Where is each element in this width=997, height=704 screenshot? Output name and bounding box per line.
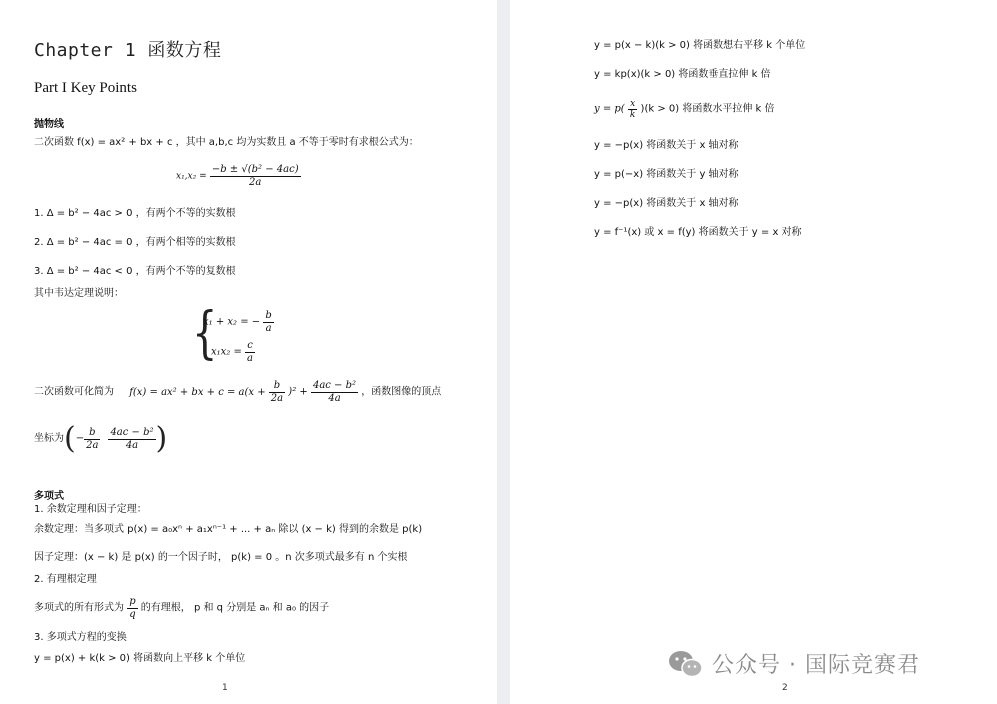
page-number-1: 1	[222, 683, 228, 693]
transform-shift-right: y = p(x − k)(k > 0) 将函数想右平移 k 个单位	[594, 40, 806, 51]
vieta-sum-lhs: x₁ + x₂ = −	[203, 316, 261, 328]
vertex-coord-lparen: (	[64, 421, 76, 456]
vertex-coord-f1-num: b	[84, 427, 100, 440]
horiz-stretch-num: x	[628, 99, 637, 110]
vertex-f1-den: 2a	[270, 393, 284, 404]
vertex-line-2	[34, 421, 168, 456]
chapter-title: Chapter 1 函数方程	[34, 40, 222, 61]
vertex-coord-minus: −	[75, 433, 85, 444]
quadratic-intro: 二次函数 f(x) = ax² + bx + c ，其中 a,b,c 均为实数且 a 不等于零时有求根公式为：	[34, 137, 419, 148]
vertex-f1-num: b	[269, 380, 285, 393]
root-formula-numerator: −b ± √(b² − 4ac)	[211, 164, 299, 175]
parabola-heading: 抛物线	[34, 119, 64, 130]
vieta-product	[211, 340, 255, 365]
page-number-2: 2	[782, 683, 788, 693]
poly-item-2: 2. 有理根定理	[34, 574, 97, 585]
case-2: 2. Δ = b² − 4ac = 0 ，有两个相等的实数根	[34, 237, 236, 248]
part-title: Part I Key Points	[34, 80, 137, 96]
rational-root-num: p	[129, 596, 136, 607]
shift-up-line: y = p(x) + k(k > 0) 将函数向上平移 k 个单位	[34, 653, 246, 664]
document-page-2	[510, 0, 997, 704]
vieta-brace: {	[192, 301, 218, 367]
remainder-theorem: 余数定理：当多项式 p(x) = a₀xⁿ + a₁xⁿ⁻¹ + ... + aₙ 除以 (x − k) 得到的余数是 p(k)	[34, 524, 423, 535]
poly-item-1: 1. 余数定理和因子定理：	[34, 504, 147, 515]
polynomial-heading: 多项式	[34, 491, 64, 502]
transform-inverse: y = f⁻¹(x) 或 x = f(y) 将函数关于 y = x 对称	[594, 227, 802, 238]
horiz-stretch-den: k	[629, 110, 636, 120]
transform-vertical-stretch: y = kp(x)(k > 0) 将函数垂直拉伸 k 倍	[594, 69, 771, 80]
vertex-coord-f2-den: 4a	[125, 439, 139, 451]
rational-root-suffix: 的有理根， p 和 q 分别是 aₙ 和 a₀ 的因子	[140, 602, 330, 614]
vertex-prefix: 二次函数可化简为	[34, 386, 114, 398]
rational-root-line	[34, 596, 329, 621]
transform-horizontal-stretch	[594, 99, 774, 120]
watermark	[668, 648, 920, 679]
vieta-sum-den: a	[265, 323, 272, 334]
transform-reflect-x-2: y = −p(x) 将函数关于 x 轴对称	[594, 198, 739, 209]
case-3: 3. Δ = b² − 4ac < 0 ，有两个不等的复数根	[34, 266, 236, 277]
vertex-coord-prefix: 坐标为	[34, 433, 64, 444]
vieta-intro: 其中韦达定理说明：	[34, 288, 124, 299]
horiz-stretch-prefix: y = p(	[594, 103, 625, 115]
vieta-sum-num: b	[265, 310, 272, 321]
vertex-f2-den: 4a	[328, 393, 341, 404]
case-1: 1. Δ = b² − 4ac > 0 ，有两个不等的实数根	[34, 208, 236, 219]
root-formula-lhs: x₁,x₂ =	[176, 171, 207, 182]
rational-root-den: q	[129, 609, 136, 620]
document-page-1	[0, 0, 497, 704]
vertex-formula-a: f(x) = ax² + bx + c = a(x +	[129, 386, 266, 398]
rational-root-prefix: 多项式的所有形式为	[34, 602, 124, 614]
root-formula-denominator: 2a	[249, 177, 262, 188]
vertex-line-1	[34, 380, 441, 405]
factor-theorem: 因子定理：(x − k) 是 p(x) 的一个因子时， p(k) = 0 。n 次多项式最多有 n 个实根	[34, 552, 408, 563]
poly-item-3: 3. 多项式方程的变换	[34, 632, 127, 643]
vieta-prod-num: c	[245, 340, 255, 353]
horiz-stretch-suffix: )(k > 0) 将函数水平拉伸 k 倍	[640, 103, 775, 115]
vieta-prod-lhs: x₁x₂ =	[211, 346, 242, 358]
vertex-coord-f1-den: 2a	[86, 439, 99, 451]
vertex-coord-f2-num: 4ac − b²	[110, 426, 154, 438]
vertex-coord-rparen: )	[155, 421, 168, 456]
wechat-icon	[668, 649, 704, 679]
vertex-suffix: ，函数图像的顶点	[361, 386, 442, 398]
watermark-text: 公众号 · 国际竞赛君	[712, 653, 920, 678]
transform-reflect-y: y = p(−x) 将函数关于 y 轴对称	[594, 169, 739, 180]
root-formula	[176, 164, 301, 189]
vertex-formula-b: )² +	[288, 386, 308, 398]
vieta-prod-den: a	[247, 353, 254, 364]
vertex-f2-num: 4ac − b²	[312, 380, 357, 391]
vieta-sum	[203, 310, 274, 335]
transform-reflect-x-1: y = −p(x) 将函数关于 x 轴对称	[594, 140, 739, 151]
